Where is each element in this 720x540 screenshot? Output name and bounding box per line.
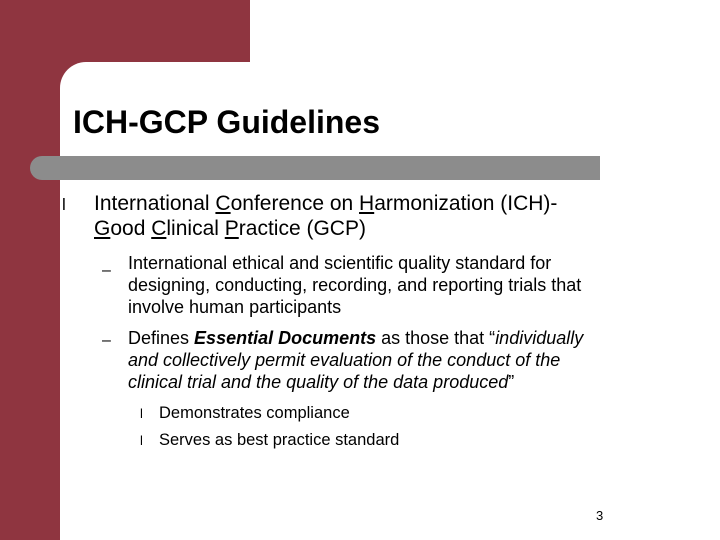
main-bullet-text [94,191,684,241]
text-run: ood [110,217,152,240]
underlined-initial: C [215,192,231,215]
text-run: armonization (ICH)- [374,192,558,215]
sub-sub-bullet: Demonstrates compliance [159,404,350,422]
underlined-initial: P [224,217,239,240]
bullet-marker: l [140,406,143,421]
dash-marker: – [102,332,111,349]
sub-bullet-essential-documents [128,327,698,393]
page-number: 3 [596,508,604,523]
underlined-initial: H [359,192,375,215]
text-run: linical [166,217,225,240]
text-run: Essential Documents [194,328,377,348]
text-run: as those that “ [376,328,496,348]
slide-title: ICH-GCP Guidelines [73,104,381,140]
sub-bullet-line: designing, conducting, recording, and reporting trials that [128,275,582,295]
text-run: International [94,192,216,215]
text-run: ractice (GCP) [238,217,366,240]
sub-sub-bullet: Serves as best practice standard [159,431,400,449]
sub-bullet-line [128,371,698,393]
text-run: onference on [230,192,360,215]
text-run: Defines [128,328,195,348]
sub-bullet-line: involve human participants [128,297,342,317]
bullet-marker: l [62,195,66,214]
bullet-marker: l [140,433,143,448]
dash-marker: – [102,262,111,279]
title-underline-bar [30,156,600,180]
text-run: individually [495,328,584,348]
sub-bullet-standard [128,252,698,318]
sub-bullet-line [128,327,698,349]
underlined-initial: G [94,217,111,240]
sub-bullet-line: International ethical and scientific quality standard for [128,253,552,273]
sub-bullet-line [128,349,698,371]
text-run: and collectively permit evaluation of the conduct of the [128,350,561,370]
text-run: clinical trial and the quality of the data produced [128,372,509,392]
text-run: ” [508,372,515,392]
underlined-initial: C [151,217,167,240]
